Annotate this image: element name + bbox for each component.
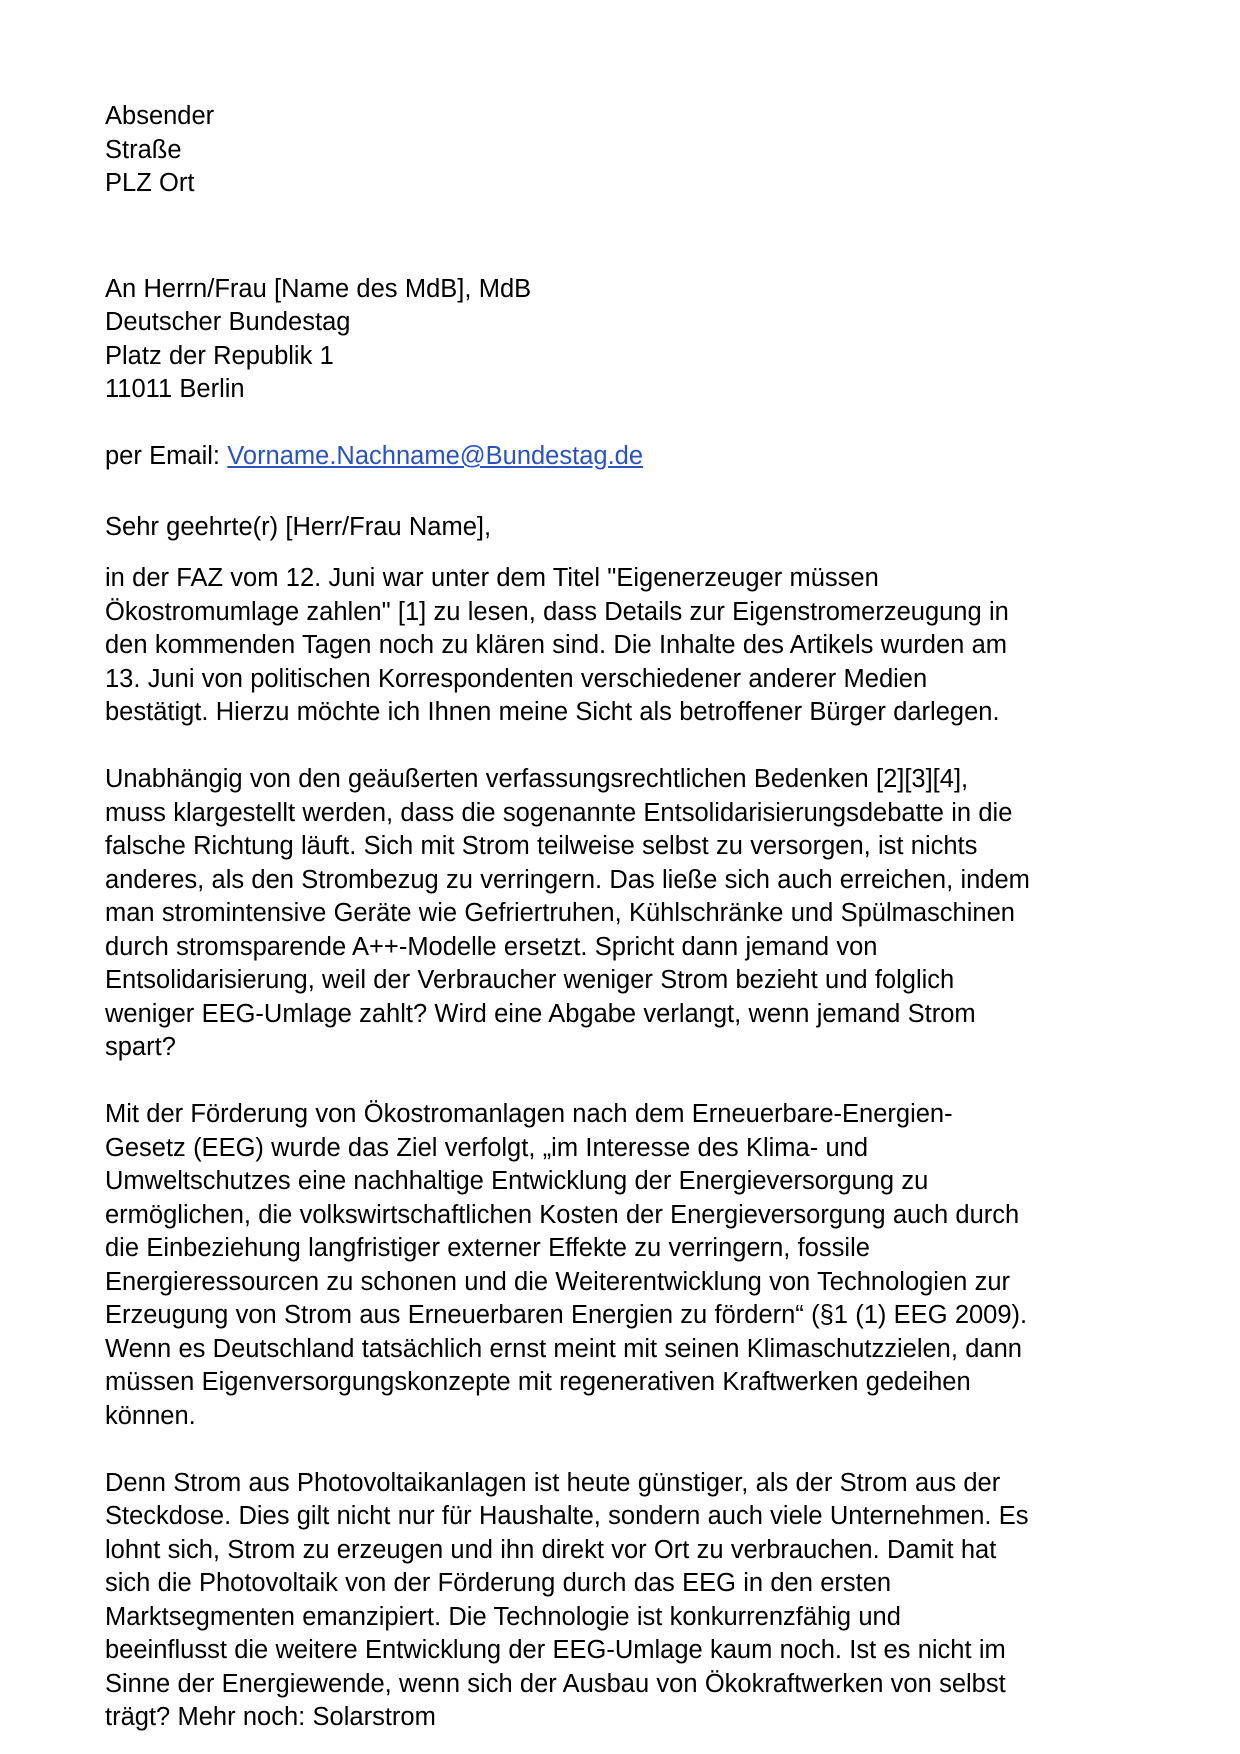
spacer-sender-recipient	[105, 201, 1030, 273]
sender-address-block	[105, 100, 1030, 201]
body-paragraph-2: Unabhängig von den geäußerten verfassungsrechtlichen Bedenken [2][3][4], muss klargestellt werden, dass die sogenannte Entsolidarisierungsdebatte in die falsche Richtung läuft. Sich mit Strom teilweise selbst zu versorgen, ist nichts anderes, als den Strombezug zu verringern. Das ließe sich auch erreichen, indem man stromintensive Geräte wie Gefriertruhen, Kühlschränke und Spülmaschinen durch stromsparende A++-Modelle ersetzt. Spricht dann jemand von Entsolidarisierung, weil der Verbraucher weniger Strom bezieht und folglich weniger EEG-Umlage zahlt? Wird eine Abgabe verlangt, wenn jemand Strom spart?	[105, 765, 1030, 1061]
body-paragraph-1: in der FAZ vom 12. Juni war unter dem Titel "Eigenerzeuger müssen Ökostromumlage zahlen" [1] zu lesen, dass Details zur Eigenstromerzeugung in den kommenden Tagen noch zu klären sind. Die Inhalte des Artikels wurden am 13. Juni von politischen Korrespondenten verschiedener anderer Medien bestätigt. Hierzu möchte ich Ihnen meine Sicht als betroffener Bürger darlegen.	[105, 564, 1009, 726]
email-line	[105, 440, 1030, 474]
recipient-address-block	[105, 273, 1030, 407]
recipient-line-1: An Herrn/Frau [Name des MdB], MdB	[105, 274, 532, 303]
spacer-salutation-body	[105, 544, 1030, 562]
salutation: Sehr geehrte(r) [Herr/Frau Name],	[105, 512, 492, 541]
sender-line-3: PLZ Ort	[105, 169, 195, 197]
spacer-email-salutation	[105, 474, 1030, 511]
recipient-line-2: Deutscher Bundestag	[105, 308, 351, 336]
recipient-line-3: Platz der Republik 1	[105, 341, 334, 370]
email-label: per Email:	[105, 442, 228, 470]
email-address-link[interactable]: Vorname.Nachname@Bundestag.de	[227, 442, 644, 470]
body-paragraph-3: Mit der Förderung von Ökostromanlagen nach dem Erneuerbare-Energien-Gesetz (EEG) wurde das Ziel verfolgt, „im Interesse des Klima- und Umweltschutzes eine nachhaltige Entwicklung der Energieversorgung zu ermöglichen, die volkswirtschaftlichen Kosten der Energieversorgung auch durch die Einbeziehung langfristiger externer Effekte zu verringern, fossile Energieressourcen zu schonen und die Weiterentwicklung von Technologien zur Erzeugung von Strom aus Erneuerbaren Energien zu fördern“ (§1 (1) EEG 2009). Wenn es Deutschland tatsächlich ernst meint mit seinen Klimaschutzzielen, dann müssen Eigenversorgungskonzepte mit regenerativen Kraftwerken gedeihen können.	[105, 1100, 1028, 1430]
sender-line-2: Straße	[105, 135, 182, 164]
recipient-line-4: 11011 Berlin	[105, 375, 245, 403]
sender-line-1: Absender	[105, 102, 215, 130]
spacer-recipient-email	[105, 407, 1030, 441]
body-paragraph-4: Denn Strom aus Photovoltaikanlagen ist heute günstiger, als der Strom aus der Steckdose. Dies gilt nicht nur für Haushalte, sondern auch viele Unternehmen. Es lohnt sich, Strom zu erzeugen und ihn direkt vor Ort zu verbrauchen. Damit hat sich die Photovoltaik von der Förderung durch das EEG in den ersten Marktsegmenten emanzipiert. Die Technologie ist konkurrenzfähig und beeinflusst die weitere Entwicklung der EEG-Umlage kaum noch. Ist es nicht im Sinne der Energiewende, wenn sich der Ausbau von Ökokraftwerken von selbst trägt? Mehr noch: Solarstrom	[105, 1468, 1029, 1731]
letter-body	[105, 100, 1030, 1735]
